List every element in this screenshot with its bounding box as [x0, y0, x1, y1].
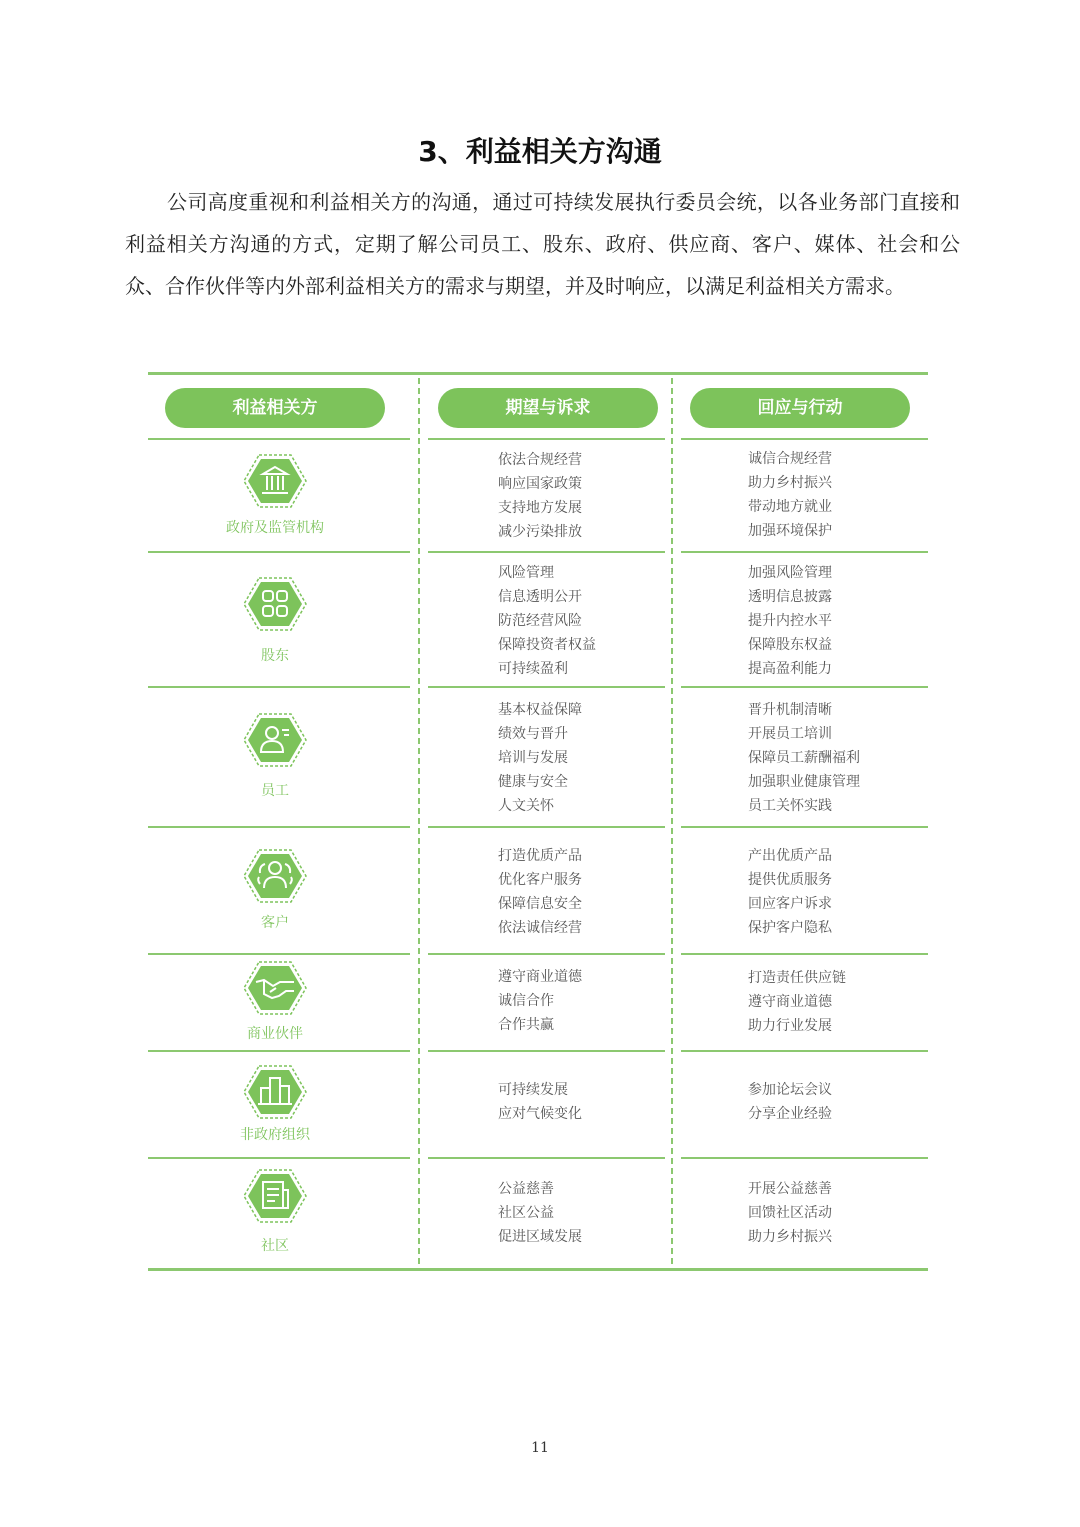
- row-separator: [428, 953, 665, 955]
- column-divider: [671, 378, 673, 1264]
- row-separator: [681, 551, 928, 553]
- expectation-item: 合作共赢: [498, 1017, 554, 1033]
- expectation-item: 保障投资者权益: [498, 637, 596, 653]
- action-item: 开展公益慈善: [748, 1181, 832, 1197]
- section-title: 3、利益相关方沟通: [418, 135, 662, 168]
- row-separator: [428, 826, 665, 828]
- expectation-item: 可持续发展: [498, 1082, 568, 1098]
- stakeholder-name: 股东: [261, 648, 289, 664]
- expectation-item: 诚信合作: [498, 993, 554, 1009]
- action-item: 回应客户诉求: [748, 896, 832, 912]
- action-item: 加强风险管理: [748, 565, 832, 581]
- action-item: 分享企业经验: [748, 1106, 832, 1122]
- expectation-item: 人文关怀: [498, 798, 554, 814]
- expectations-cell: [498, 1177, 582, 1249]
- row-separator: [148, 438, 410, 440]
- expectation-item: 依法合规经营: [498, 452, 582, 468]
- action-item: 加强环境保护: [748, 523, 832, 539]
- action-item: 保护客户隐私: [748, 920, 832, 936]
- header-expectations: 期望与诉求: [438, 388, 658, 428]
- expectations-cell: [498, 1078, 582, 1126]
- actions-cell: [748, 844, 832, 940]
- handshake-icon: [243, 960, 307, 1016]
- action-item: 晋升机制清晰: [748, 702, 832, 718]
- actions-cell: [748, 447, 832, 543]
- row-separator: [681, 686, 928, 688]
- action-item: 诚信合规经营: [748, 451, 832, 467]
- table-top-rule: [148, 372, 928, 375]
- page-number: 11: [531, 1440, 549, 1456]
- expectation-item: 促进区域发展: [498, 1229, 582, 1245]
- action-item: 带动地方就业: [748, 499, 832, 515]
- expectation-item: 可持续盈利: [498, 661, 568, 677]
- stakeholder-name: 商业伙伴: [247, 1026, 303, 1042]
- action-item: 助力乡村振兴: [748, 475, 832, 491]
- expectation-item: 防范经营风险: [498, 613, 582, 629]
- employee-icon: [243, 712, 307, 768]
- row-separator: [148, 953, 410, 955]
- table-bottom-rule: [148, 1268, 928, 1271]
- row-separator: [681, 438, 928, 440]
- row-separator: [681, 1050, 928, 1052]
- action-item: 提供优质服务: [748, 872, 832, 888]
- action-item: 保障员工薪酬福利: [748, 750, 860, 766]
- expectation-item: 公益慈善: [498, 1181, 554, 1197]
- row-separator: [681, 953, 928, 955]
- expectations-cell: [498, 698, 582, 818]
- intro-paragraph: 公司高度重视和利益相关方的沟通，通过可持续发展执行委员会统，以各业务部门直接和利益相关方沟通的方式，定期了解公司员工、股东、政府、供应商、客户、媒体、社会和公众、合作伙伴等内外部利益相关方的需求与期望，并及时响应，以满足利益相关方需求。: [125, 190, 960, 298]
- expectations-cell: [498, 561, 596, 681]
- expectation-item: 响应国家政策: [498, 476, 582, 492]
- expectation-item: 减少污染排放: [498, 524, 582, 540]
- action-item: 产出优质产品: [748, 848, 832, 864]
- action-item: 打造责任供应链: [748, 970, 846, 986]
- action-item: 回馈社区活动: [748, 1205, 832, 1221]
- expectations-cell: [498, 965, 582, 1037]
- row-separator: [148, 826, 410, 828]
- row-separator: [428, 1050, 665, 1052]
- row-separator: [148, 1050, 410, 1052]
- expectation-item: 绩效与晋升: [498, 726, 568, 742]
- row-separator: [428, 686, 665, 688]
- expectation-item: 培训与发展: [498, 750, 568, 766]
- expectation-item: 打造优质产品: [498, 848, 582, 864]
- expectation-item: 基本权益保障: [498, 702, 582, 718]
- action-item: 员工关怀实践: [748, 798, 832, 814]
- action-item: 遵守商业道德: [748, 994, 832, 1010]
- expectation-item: 信息透明公开: [498, 589, 582, 605]
- organization-building-icon: [243, 1064, 307, 1120]
- expectation-item: 社区公益: [498, 1205, 554, 1221]
- stakeholder-name: 社区: [261, 1238, 289, 1254]
- expectations-cell: [498, 844, 582, 940]
- row-separator: [681, 826, 928, 828]
- row-separator: [148, 686, 410, 688]
- expectation-item: 保障信息安全: [498, 896, 582, 912]
- expectation-item: 健康与安全: [498, 774, 568, 790]
- row-separator: [428, 1157, 665, 1159]
- column-divider: [418, 378, 420, 1264]
- action-item: 提升内控水平: [748, 613, 832, 629]
- header-stakeholder: 利益相关方: [165, 388, 385, 428]
- actions-cell: [748, 1078, 832, 1126]
- row-separator: [148, 551, 410, 553]
- expectation-item: 优化客户服务: [498, 872, 582, 888]
- actions-cell: [748, 1177, 832, 1249]
- actions-cell: [748, 561, 832, 681]
- customers-icon: [243, 848, 307, 904]
- expectation-item: 依法诚信经营: [498, 920, 582, 936]
- actions-cell: [748, 698, 860, 818]
- government-building-icon: [243, 453, 307, 509]
- row-separator: [428, 551, 665, 553]
- action-item: 开展员工培训: [748, 726, 832, 742]
- header-actions: 回应与行动: [690, 388, 910, 428]
- actions-cell: [748, 966, 846, 1038]
- stakeholder-name: 政府及监管机构: [226, 520, 324, 536]
- community-document-icon: [243, 1168, 307, 1224]
- row-separator: [428, 438, 665, 440]
- expectation-item: 应对气候变化: [498, 1106, 582, 1122]
- expectation-item: 遵守商业道德: [498, 969, 582, 985]
- action-item: 提高盈利能力: [748, 661, 832, 677]
- expectation-item: 风险管理: [498, 565, 554, 581]
- stakeholder-name: 员工: [261, 783, 289, 799]
- row-separator: [681, 1157, 928, 1159]
- expectation-item: 支持地方发展: [498, 500, 582, 516]
- action-item: 透明信息披露: [748, 589, 832, 605]
- stakeholder-name: 客户: [261, 915, 289, 931]
- action-item: 加强职业健康管理: [748, 774, 860, 790]
- row-separator: [148, 1157, 410, 1159]
- action-item: 助力行业发展: [748, 1018, 832, 1034]
- stakeholder-name: 非政府组织: [240, 1127, 310, 1143]
- action-item: 助力乡村振兴: [748, 1229, 832, 1245]
- action-item: 参加论坛会议: [748, 1082, 832, 1098]
- action-item: 保障股东权益: [748, 637, 832, 653]
- grid-apps-icon: [243, 576, 307, 632]
- expectations-cell: [498, 448, 582, 544]
